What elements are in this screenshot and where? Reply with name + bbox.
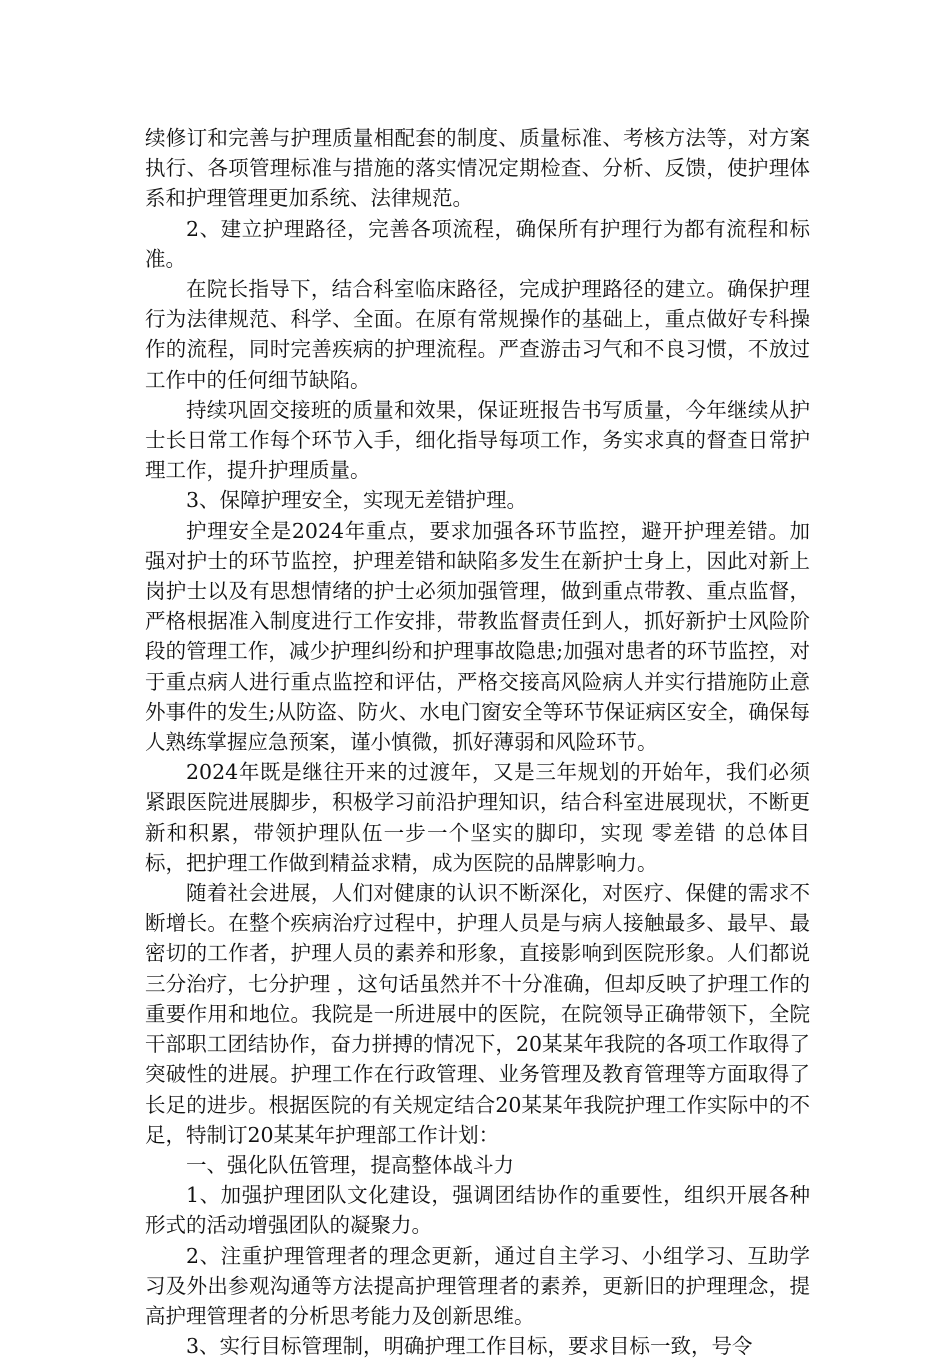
paragraph: 续修订和完善与护理质量相配套的制度、质量标准、考核方法等，对方案执行、各项管理标准与措施的落实情况定期检查、分析、反馈，使护理体系和护理管理更加系统、法律规范。 [145,126,810,211]
paragraph: 3、保障护理安全，实现无差错护理。 [186,488,528,513]
paragraph: 随着社会进展，人们对健康的认识不断深化，对医疗、保健的需求不断增长。在整个疾病治疗过程中，护理人员是与病人接触最多、最早、最密切的工作者，护理人员的素养和形象，直接影响到医院形象。人们都说 三分治疗，七分护理 ，这句话虽然并不十分准确，但却反映了护理工作的重要作用和地位。我院是一所进展中的医院，在院领导正确带领下，全院干部职工团结协作，奋力拼搏的情况下，20某某年我院的各项工作取得了突破性的进展。护理工作在行政管理、业务管理及教育管理等方面取得了长足的进步。根据医院的有关规定结合20某某年我院护理工作实际中的不足，特制订20某某年护理部工作计划： [145,881,810,1147]
paragraph: 3、实行目标管理制，明确护理工作目标，要求目标一致，号令 [186,1334,753,1359]
paragraph: 2、建立护理路径，完善各项流程，确保所有护理行为都有流程和标准。 [145,216,810,271]
section-heading: 一、强化队伍管理，提高整体战斗力 [186,1152,514,1177]
paragraph: 护理安全是2024年重点，要求加强各环节监控，避开护理差错。加强对护士的环节监控，护理差错和缺陷多发生在新护士身上，因此对新上岗护士以及有思想情绪的护士必须加强管理，做到重点带教、重点监督，严格根据准入制度进行工作安排，带教监督责任到人，抓好新护士风险阶段的管理工作，减少护理纠纷和护理事故隐患;加强对患者的环节监控，对于重点病人进行重点监控和评估，严格交接高风险病人并实行措施防止意外事件的发生;从防盗、防火、水电门窗安全等环节保证病区安全，确保每人熟练掌握应急预案，谨小慎微，抓好薄弱和风险环节。 [145,518,810,755]
paragraph: 2024年既是继往开来的过渡年，又是三年规划的开始年，我们必须紧跟医院进展脚步，积极学习前沿护理知识，结合科室进展现状，不断更新和积累，带领护理队伍一步一个坚实的脚印，实现 零差错 的总体目标，把护理工作做到精益求精，成为医院的品牌影响力。 [145,760,810,875]
document-body [145,123,810,1361]
paragraph: 持续巩固交接班的质量和效果，保证班报告书写质量，今年继续从护士长日常工作每个环节入手，细化指导每项工作，务实求真的督查日常护理工作，提升护理质量。 [145,397,810,483]
paragraph: 1、加强护理团队文化建设，强调团结协作的重要性，组织开展各种形式的活动增强团队的凝聚力。 [145,1183,810,1238]
paragraph: 在院长指导下，结合科室临床路径，完成护理路径的建立。确保护理行为法律规范、科学、全面。在原有常规操作的基础上，重点做好专科操作的流程，同时完善疾病的护理流程。严查游击习气和不良习惯，不放过工作中的任何细节缺陷。 [145,277,810,392]
paragraph: 2、注重护理管理者的理念更新，通过自主学习、小组学习、互助学习及外出参观沟通等方法提高护理管理者的素养，更新旧的护理理念，提高护理管理者的分析思考能力及创新思维。 [145,1243,810,1328]
